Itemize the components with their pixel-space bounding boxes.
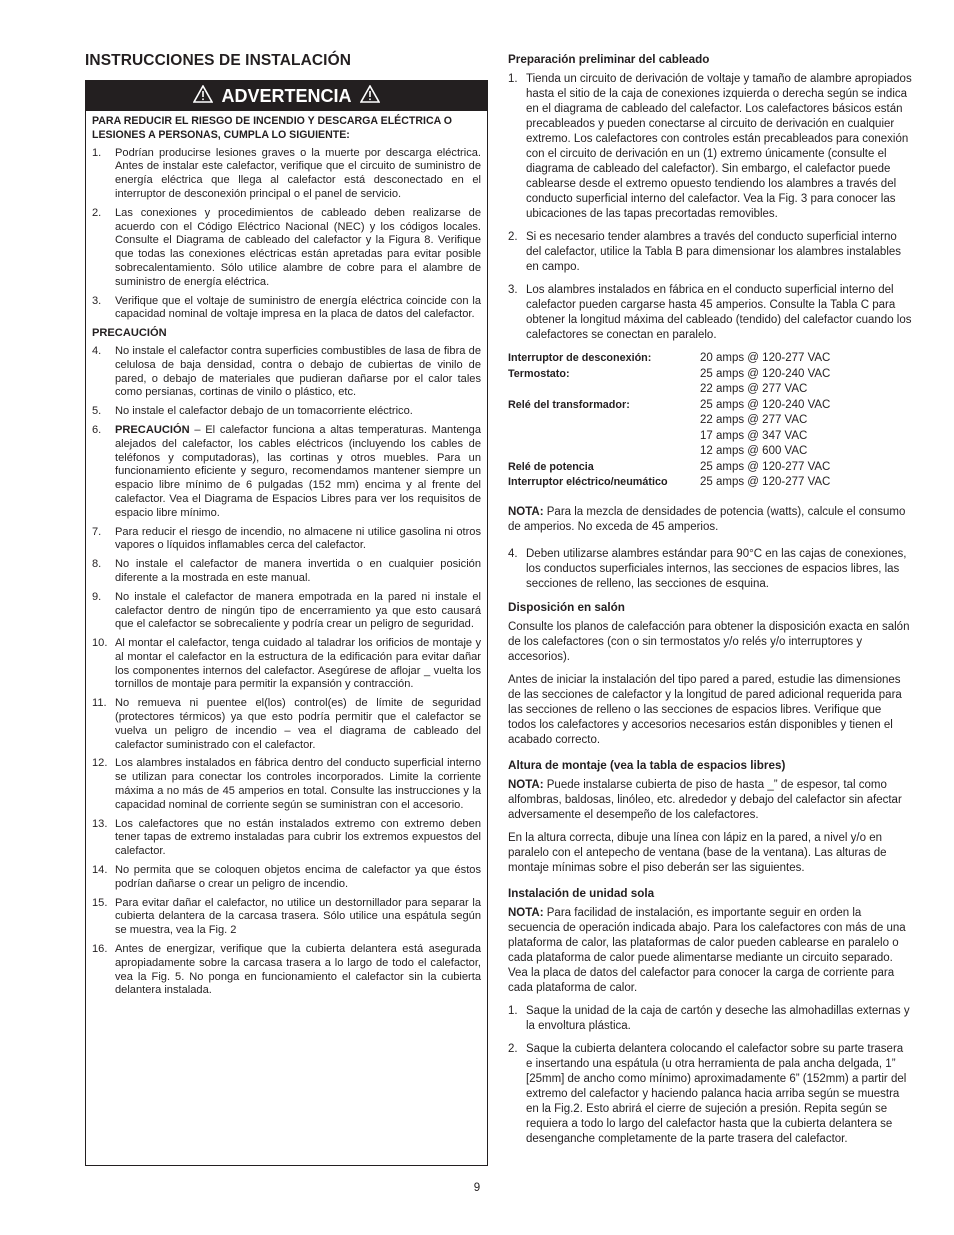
rating-device [508, 413, 700, 429]
section-heading-mounting: Altura de montaje (vea la tabla de espacios libres) [508, 758, 786, 772]
rating-value: 25 amps @ 120-277 VAC [700, 476, 831, 488]
item-number: 11. [92, 697, 107, 710]
list-item [92, 864, 481, 892]
item-text: Los alambres instalados en fábrica en el conducto superficial interno del calefactor pueden cargarse hasta 45 amperios. Consulte la Tabla C para obtener la longitud máxima del cableado (tendido) del calefactor cuando los calefactores se conectan en paralelo. [526, 284, 912, 341]
list-item [508, 547, 912, 592]
list-item [92, 697, 481, 752]
list-item [92, 558, 481, 586]
item-number: 3. [92, 294, 102, 307]
item-text: No permita que se coloquen objetos encima de calefactor ya que éstos podrían dañarse o crear un peligro de incendio. [115, 864, 481, 890]
section-heading-prelim: Preparación preliminar del cableado [508, 53, 710, 66]
table-row [508, 444, 830, 460]
rating-device [508, 429, 700, 445]
item-number: 9. [92, 590, 102, 603]
item-number: 5. [92, 405, 102, 418]
list-item [92, 818, 481, 859]
table-row [508, 475, 830, 491]
table-row [508, 351, 830, 367]
item-text: Tienda un circuito de derivación de voltaje y tamaño de alambre apropiados hasta el sitio de la caja de conexiones izquierda o derecha según se indica en el diagrama de cableado del calefactor. Los calefactores básicos están precableados y pueden conectarse al circuito de derivación en cualquier extremo. Los calefactores con controles están precableados para conexión con el circuito de derivación en un (1) extremo únicamente (consulte el diagrama de cableado del calefactor). Sin embargo, el calefactor puede cablearse desde el extremo opuesto tendiendo los alambres a través del conducto superficial interno del calefactor. Vea la Fig. 3 para conocer las ubicaciones de las tapas precortadas removibles. [526, 73, 912, 220]
prelim-list [508, 72, 912, 343]
rating-device: Termostato: [508, 367, 570, 380]
list-item [92, 943, 481, 998]
item-text: Las conexiones y procedimientos de cableado deben realizarse de acuerdo con el Código Eléctrico Nacional (NEC) y los códigos locales. Consulte el Diagrama de cableado del calefactor y la Figura 8. Verifique que todas las conexiones eléctricas están apretadas para evitar posible sobrecalentamiento. Sólo utilice alambre de cobre para el alambre de suministro de energía eléctrica. [115, 206, 481, 288]
warning-intro: PARA REDUCIR EL RIESGO DE INCENDIO Y DESCARGA ELÉCTRICA O LESIONES A PERSONAS, CUMPLA LO SIGUIENTE: [92, 115, 453, 141]
item-number: 12. [92, 757, 108, 770]
rating-value: 22 amps @ 277 VAC [700, 383, 808, 395]
item-text: Si es necesario tender alambres a través del conducto superficial interno del calefactor, utilice la Tabla B para dimensionar los alambres instalables en campo. [526, 231, 902, 273]
table-row [508, 398, 830, 414]
table-row [508, 413, 830, 429]
item-text: Saque la unidad de la caja de cartón y deseche las almohadillas externas y la envoltura plástica. [526, 1004, 910, 1032]
layout-paragraph-2: Antes de iniciar la instalación del tipo pared a pared, estudie las dimensiones de las secciones de calefactor y la longitud de pared adicional requerida para las secciones de relleno o las secciones de espacios libres. Verifique que todos los calefactores y accesorios necesarios están disponibles y tienen el acabado correcto. [508, 673, 902, 746]
mounting-note [508, 778, 912, 823]
item-number: 1. [92, 146, 102, 159]
item-text: No remueva ni puentee el(los) control(es) de límite de seguridad (protectores térmicos) ya que esto podría permitir que el calefactor se vuelva un peligro de incendio – vea el diagrama de cableado del calefactor suministrado con el calefactor. [115, 697, 481, 751]
item-text: Saque la cubierta delantera colocando el calefactor sobre su parte trasera e insertando una espátula (u otra herramienta de pala ancha delgada, 1” [25mm] de ancho como mínimo) aproximadamente 6” (152mm) a partir del extremo del calefactor y haciendo palanca hacia arriba según se muestra en la Fig.2. Esto abrirá el cierre de sujeción a presión. Repita según se requiera a todo lo largo del calefactor hasta que la cubierta delantera se desenganche completamente de la parte trasera del calefactor. [526, 1042, 907, 1145]
list-item [508, 1042, 912, 1147]
section-heading-single: Instalación de unidad sola [508, 886, 655, 900]
list-item [508, 1004, 912, 1034]
rating-device [508, 444, 700, 460]
list-item [92, 591, 481, 632]
item-text: Deben utilizarse alambres estándar para 90°C en las cajas de conexiones, los conductos superficiales internos, las secciones de espacios libres, las secciones de relleno, las secciones de esquina. [526, 547, 907, 590]
warning-list-b [92, 345, 481, 998]
warning-triangle-icon [360, 85, 380, 108]
item-number: 4. [92, 344, 102, 357]
item-number: 4. [508, 547, 518, 560]
note-text: Puede instalarse cubierta de piso de hasta _” de espesor, tal como alfombras, baldosas, linóleo, etc. alrededor y debajo del calefactor sin afectar adversamente el desempeño de los calefactores. [508, 778, 902, 821]
item-number: 6. [92, 423, 102, 436]
item-number: 7. [92, 525, 102, 538]
item-text: Para evitar dañar el calefactor, no utilice un destornillador para separar la cubierta delantera de la carcasa trasera. Sólo utilice una espátula según se muestra, vea la Fig. 2 [115, 896, 481, 937]
rating-value: 22 amps @ 277 VAC [700, 414, 808, 426]
item-text: No instale el calefactor contra superficies combustibles de lasa de fibra de celulosa de baja densidad, contra o debajo de cubiertas de vinilo de pared, o debajo de materiales que pudieran dañarse por el calor tales como persianas, cortinas de vinilo o plástico, etc. [115, 344, 481, 399]
rating-device: Relé de potencia [508, 460, 594, 473]
item-text: Para reducir el riesgo de incendio, no almacene ni utilice gasolina ni otros vapores o líquidos inflamables cerca del calefactor. [115, 525, 481, 552]
right-column [508, 52, 912, 1155]
section-heading-layout: Disposición en salón [508, 600, 625, 614]
item-text [115, 424, 481, 521]
rating-device: Interruptor eléctrico/neumático [508, 476, 668, 488]
single-note [508, 906, 912, 996]
single-list [508, 1004, 912, 1147]
table-row [508, 429, 830, 445]
caution-label: PRECAUCIÓN [92, 327, 167, 340]
item-text: Al montar el calefactor, tenga cuidado al taladrar los orificios de montaje y al montar el calefactor en la estructura de la edificación para evitar dañar los componentes internos del calefactor. Asegúrese de aflojar _ vuelta los tornillos de montaje para permitir la expansión y contracción. [115, 637, 481, 691]
table-row [508, 367, 830, 383]
item-text: Antes de energizar, verifique que la cubierta delantera está asegurada apropiadamente sobre la carcasa trasera a lo largo de todo el calefactor, vea la Fig. 5. No ponga en funcionamiento el calefactor sin la cubierta delantera instalada. [115, 943, 481, 997]
note-label: NOTA: [508, 778, 544, 791]
prelim-note [508, 505, 912, 535]
warning-box [85, 80, 488, 1166]
list-item [92, 424, 481, 521]
item-text: Verifique que el voltaje de suministro de energía eléctrica coincide con la capacidad nominal de voltaje impresa en la placa de datos del calefactor. [115, 294, 481, 321]
warning-header [86, 81, 487, 111]
item-number: 14. [92, 864, 108, 877]
list-item [92, 405, 481, 419]
item-text: No instale el calefactor debajo de un tomacorriente eléctrico. [115, 405, 413, 418]
list-item [508, 230, 912, 275]
list-item [92, 207, 481, 290]
note-label: NOTA: [508, 505, 544, 518]
rating-value: 12 amps @ 600 VAC [700, 445, 808, 457]
item-number: 2. [508, 231, 518, 243]
item-number: 2. [92, 206, 102, 219]
table-row [508, 382, 830, 398]
mounting-paragraph: En la altura correcta, dibuje una línea con lápiz en la pared, a nivel y/o en paralelo con el antepecho de ventana (base de la ventana). Las alturas de montaje mínimas sobre el piso deberán ser las siguientes. [508, 831, 887, 874]
item-text-rest: – El calefactor funciona a altas temperaturas. Mantenga alejados del calefactor, los cables eléctricos (incluyendo los cables de teléfonos y computadoras), las cortinas y otros muebles. Para un funcionamiento eficiente y seguro, recomendamos mantener siempre un espacio libre mínimo de 6 pulgadas (152 mm) encima y al frente del calefactor. Vea el Diagrama de Espacios Libres para ver los requisitos de espacio libre mínimo. [115, 423, 481, 519]
item-number: 8. [92, 558, 102, 571]
list-item [508, 72, 912, 222]
rating-value: 25 amps @ 120-240 VAC [700, 367, 831, 380]
item-number: 13. [92, 817, 108, 830]
note-label: NOTA: [508, 906, 544, 919]
rating-value: 17 amps @ 347 VAC [700, 429, 808, 442]
list-item [92, 637, 481, 692]
prelim-list-4 [508, 547, 912, 592]
note-text: Para facilidad de instalación, es importante seguir en orden la secuencia de operación indicada abajo. Para los calefactores con más de una plataforma de calor, las plataformas de calor pueden cablearse en paralelo o cada plataforma de calor puede alimentarse mediante un circuito separado. Vea la placa de datos del calefactor para conocer la carga de corriente para cada plataforma de calor. [508, 906, 906, 994]
item-text: Podrían producirse lesiones graves o la muerte por descarga eléctrica. Antes de instalar este calefactor, verifique que el circuito de suministro de energía eléctrica que llega al calefactor está desconectado en el interruptor de desconexión principal o el panel de servicio. [115, 146, 481, 200]
table-row [508, 460, 830, 476]
item-number: 16. [92, 943, 108, 956]
item-text: No instale el calefactor de manera invertida o en cualquier posición diferente a la mostrada en este manual. [115, 558, 481, 584]
item-number: 2. [508, 1042, 518, 1055]
item-number: 15. [92, 896, 108, 909]
note-text: Para la mezcla de densidades de potencia (watts), calcule el consumo de amperios. No exceda de 45 amperios. [508, 505, 906, 533]
warning-body [86, 111, 487, 998]
warning-list-a [92, 147, 481, 323]
rating-value: 20 amps @ 120-277 VAC [700, 352, 831, 364]
item-number: 1. [508, 1004, 518, 1017]
list-item [508, 283, 912, 343]
warning-heading: ADVERTENCIA [221, 85, 352, 106]
item-text: Los calefactores que no están instalados extremo con extremo deben tener tapas de extremo instaladas para cubrir los extremos expuestos del calefactor. [115, 817, 481, 858]
item-number: 10. [92, 637, 108, 650]
rating-device: Relé del transformador: [508, 398, 630, 411]
rating-value: 25 amps @ 120-277 VAC [700, 460, 831, 473]
list-item [92, 897, 481, 938]
warning-triangle-icon [193, 85, 213, 108]
item-number: 3. [508, 284, 518, 296]
item-text: No instale el calefactor de manera empotrada en la pared ni instale el calefactor dentro de ningún tipo de encerramiento ya que esto causará que el calefactor se sobrecaliente y podría crear un peligro de seguridad. [115, 590, 481, 631]
left-column [85, 52, 488, 1166]
list-item [92, 295, 481, 323]
rating-value: 25 amps @ 120-240 VAC [700, 398, 831, 411]
list-item [92, 526, 481, 554]
layout-paragraph-1: Consulte los planos de calefacción para obtener la disposición exacta en salón de los calefactores (con o sin termostatos y/o relés y/o interruptores y accesorios). [508, 620, 910, 663]
item-text: Los alambres instalados en fábrica dentro del conducto superficial interno se utilizan para conectar los controles incorporados. Limite la corriente máxima a no más de 45 amperios en total. Consulte las instrucciones y la capacidad nominal de corriente según se suministran con el accesorio. [115, 757, 481, 811]
rating-device [508, 382, 700, 398]
list-item [92, 345, 481, 400]
list-item [92, 147, 481, 202]
item-lead: PRECAUCIÓN [115, 423, 190, 436]
page-title: INSTRUCCIONES DE INSTALACIÓN [85, 52, 352, 69]
item-number: 1. [508, 73, 518, 85]
rating-device: Interruptor de desconexión: [508, 352, 652, 364]
ratings-table [508, 351, 830, 491]
page-number: 9 [473, 1182, 481, 1194]
list-item [92, 757, 481, 812]
